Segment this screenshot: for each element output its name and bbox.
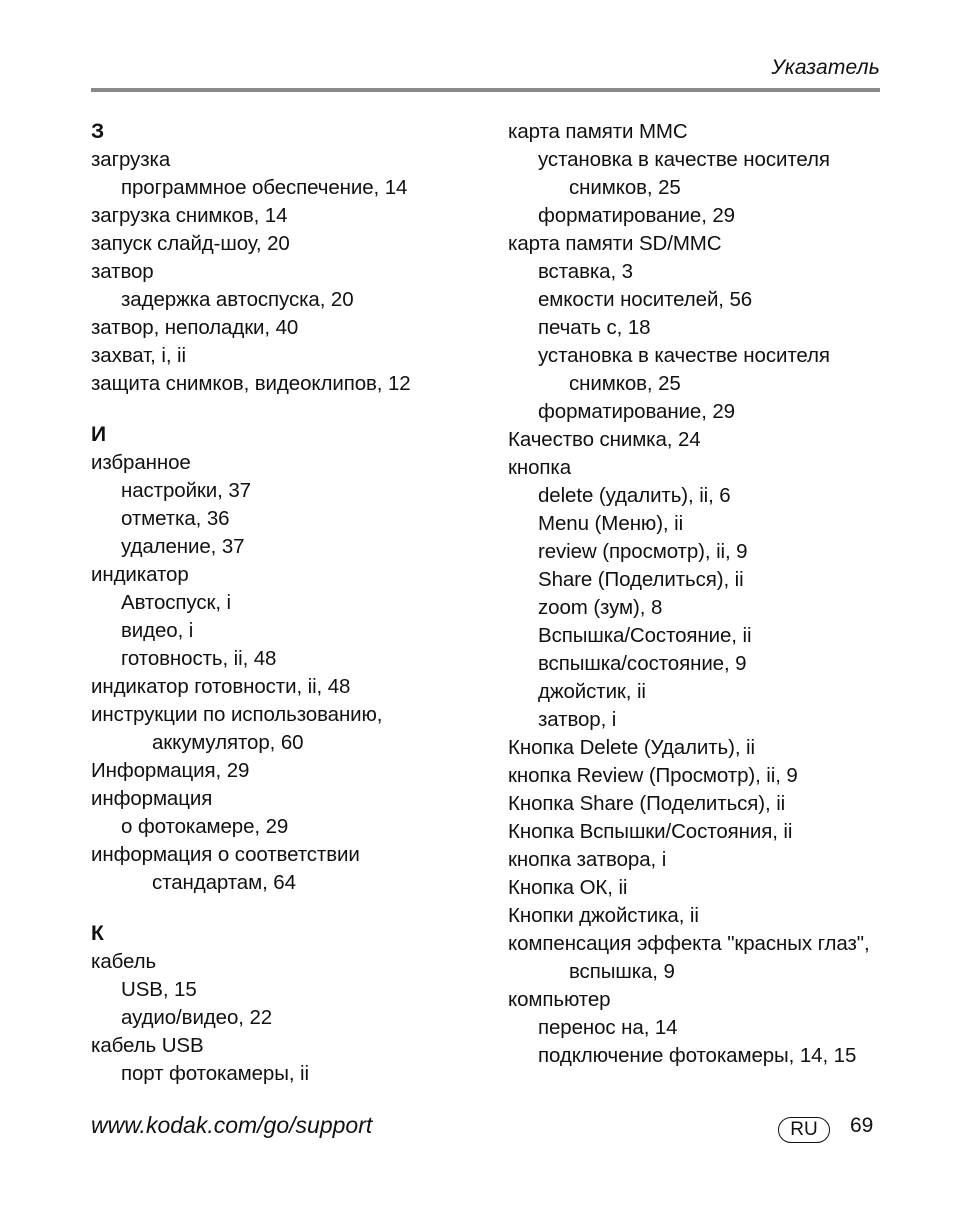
index-entry: загрузка снимков, 14	[91, 204, 288, 227]
index-entry: индикатор	[91, 563, 189, 586]
index-subentry: порт фотокамеры, ii	[121, 1062, 309, 1085]
index-entry: индикатор готовности, ii, 48	[91, 675, 351, 698]
index-entry: кнопка затвора, i	[508, 848, 667, 871]
index-subentry: Menu (Меню), ii	[538, 512, 684, 535]
index-subentry: задержка автоспуска, 20	[121, 288, 354, 311]
index-subentry: вспышка/состояние, 9	[538, 652, 747, 675]
index-subentry: затвор, i	[538, 708, 617, 731]
index-subentry: zoom (зум), 8	[538, 596, 663, 619]
index-entry: Качество снимка, 24	[508, 428, 701, 451]
index-column-left	[91, 118, 491, 1088]
index-entry: Кнопка ОК, ii	[508, 876, 628, 899]
index-subentry: установка в качестве носителя	[538, 148, 830, 171]
index-entry: загрузка	[91, 148, 171, 171]
index-subentry: о фотокамере, 29	[121, 815, 289, 838]
index-entry: компенсация эффекта "красных глаз",	[508, 932, 870, 955]
index-subentry: USB, 15	[121, 978, 197, 1001]
index-entry: избранное	[91, 451, 191, 474]
index-entry: кнопка	[508, 456, 572, 479]
index-entry: инструкции по использованию,	[91, 703, 383, 726]
index-subentry: review (просмотр), ii, 9	[538, 540, 748, 563]
index-entry-continuation: стандартам, 64	[152, 871, 296, 894]
index-entry: Кнопка Share (Поделиться), ii	[508, 792, 786, 815]
section-gap	[91, 398, 491, 421]
index-entry: Кнопки джойстика, ii	[508, 904, 699, 927]
index-entry: информация о соответствии	[91, 843, 360, 866]
index-subentry: delete (удалить), ii, 6	[538, 484, 731, 507]
index-subentry: перенос на, 14	[538, 1016, 678, 1039]
index-subentry: форматирование, 29	[538, 204, 735, 227]
index-subentry: отметка, 36	[121, 507, 230, 530]
index-entry: карта памяти SD/MMC	[508, 232, 722, 255]
index-subentry: Share (Поделиться), ii	[538, 568, 744, 591]
language-badge: RU	[778, 1117, 830, 1143]
index-entry-continuation: вспышка, 9	[569, 960, 675, 983]
index-entry: Информация, 29	[91, 759, 250, 782]
index-entry: защита снимков, видеоклипов, 12	[91, 372, 411, 395]
index-entry: кнопка Review (Просмотр), ii, 9	[508, 764, 798, 787]
index-entry: Кнопка Delete (Удалить), ii	[508, 736, 755, 759]
index-subentry: джойстик, ii	[538, 680, 646, 703]
index-subentry: настройки, 37	[121, 479, 251, 502]
index-entry: затвор, неполадки, 40	[91, 316, 299, 339]
header-rule	[91, 88, 880, 92]
index-entry-continuation: аккумулятор, 60	[152, 731, 304, 754]
index-entry: информация	[91, 787, 213, 810]
index-entry-continuation: снимков, 25	[569, 372, 681, 395]
index-subentry: готовность, ii, 48	[121, 647, 277, 670]
index-entry: кабель	[91, 950, 157, 973]
index-subentry: форматирование, 29	[538, 400, 735, 423]
index-entry: карта памяти MMC	[508, 120, 688, 143]
index-subentry: удаление, 37	[121, 535, 245, 558]
page-header-title: Указатель	[771, 56, 880, 79]
index-subentry: установка в качестве носителя	[538, 344, 830, 367]
index-entry: кабель USB	[91, 1034, 204, 1057]
index-subentry: программное обеспечение, 14	[121, 176, 408, 199]
index-subentry: вставка, 3	[538, 260, 633, 283]
page-number: 69	[850, 1114, 874, 1137]
index-section-letter: К	[91, 922, 104, 945]
index-subentry: Вспышка/Состояние, ii	[538, 624, 752, 647]
index-column-right	[508, 118, 908, 1070]
index-subentry: емкости носителей, 56	[538, 288, 753, 311]
index-entry: запуск слайд-шоу, 20	[91, 232, 290, 255]
index-entry: Кнопка Вспышки/Состояния, ii	[508, 820, 793, 843]
index-entry: затвор	[91, 260, 154, 283]
index-entry: компьютер	[508, 988, 611, 1011]
section-gap	[91, 897, 491, 920]
index-section-letter: З	[91, 120, 105, 143]
footer-url: www.kodak.com/go/support	[91, 1112, 373, 1138]
index-subentry: аудио/видео, 22	[121, 1006, 273, 1029]
index-entry-continuation: снимков, 25	[569, 176, 681, 199]
index-subentry: печать с, 18	[538, 316, 651, 339]
index-subentry: видео, i	[121, 619, 194, 642]
index-subentry: подключение фотокамеры, 14, 15	[538, 1044, 857, 1067]
index-entry: захват, i, ii	[91, 344, 186, 367]
index-section-letter: И	[91, 423, 106, 446]
index-subentry: Автоспуск, i	[121, 591, 232, 614]
